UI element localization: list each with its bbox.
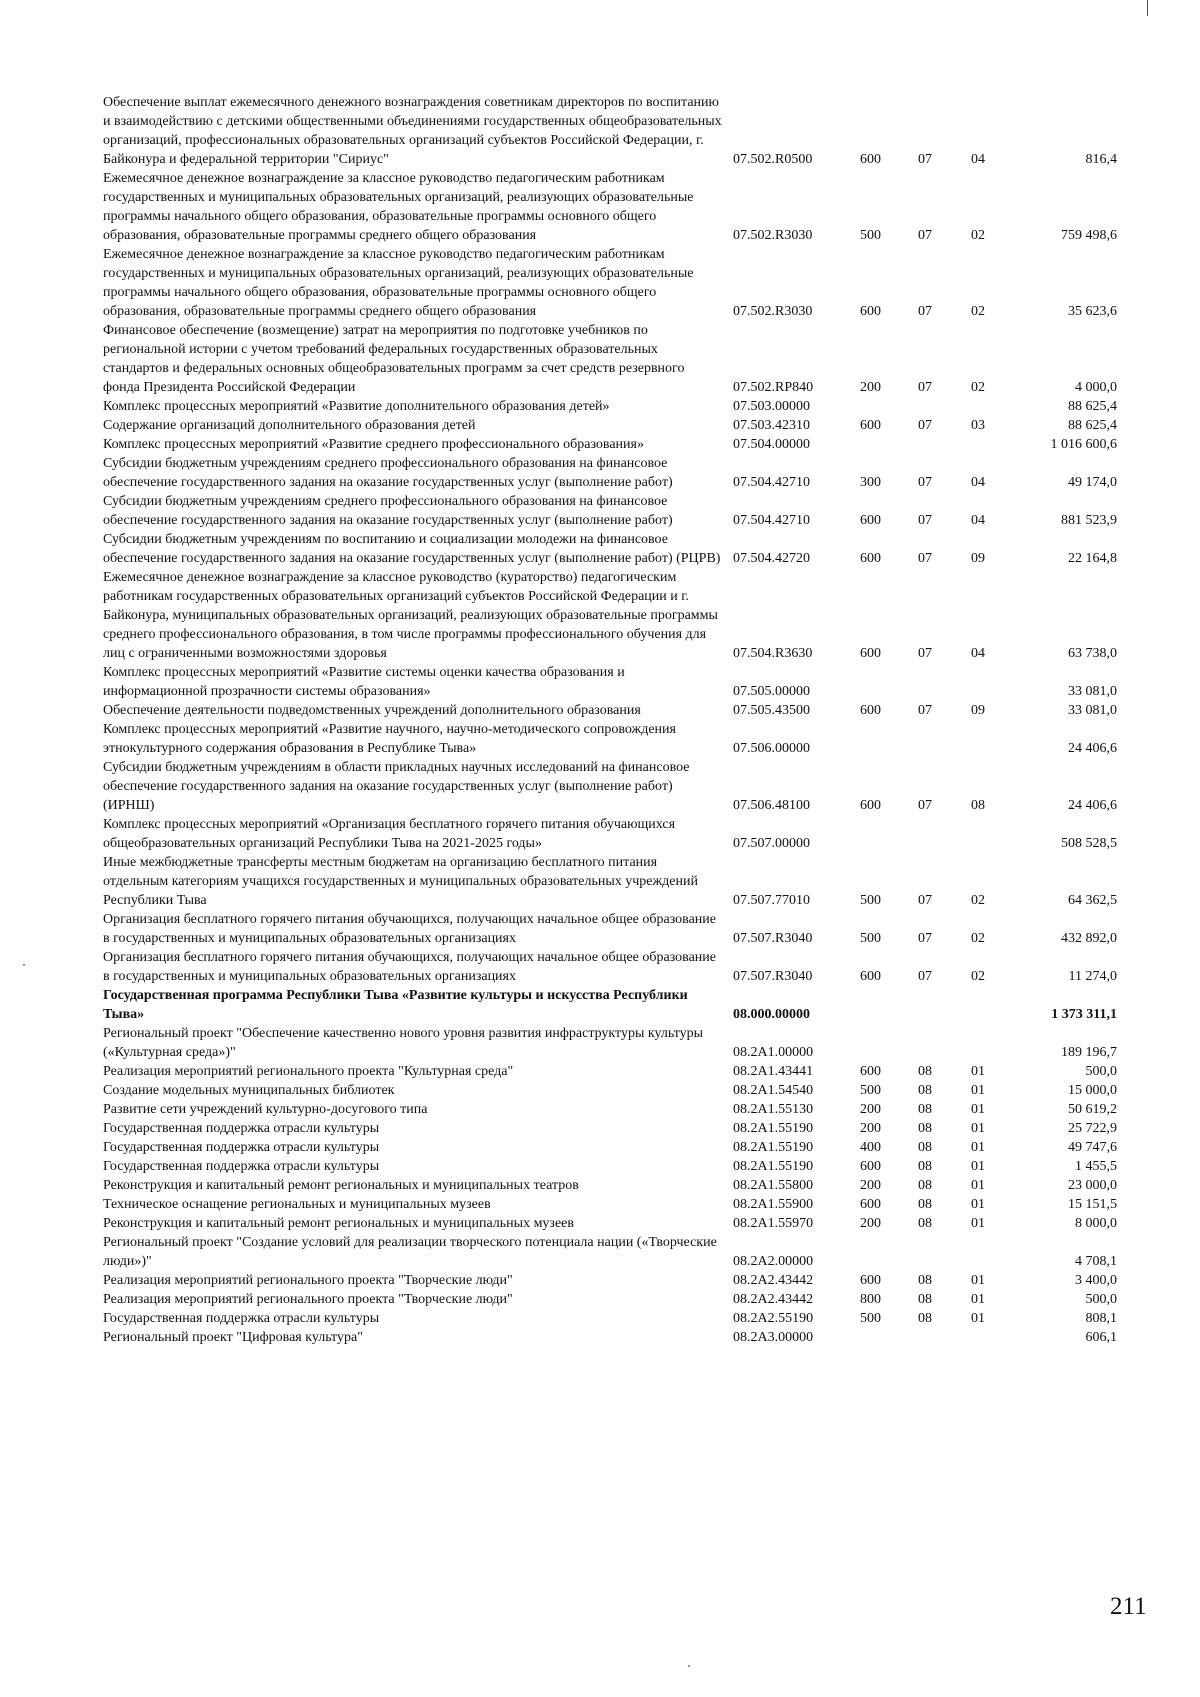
target-article-code: 07.502.R3030 <box>733 304 813 319</box>
target-article-code: 07.502.RP840 <box>733 380 814 395</box>
amount: 508 528,5 <box>1061 836 1117 851</box>
amount: 1 016 600,6 <box>1050 437 1117 452</box>
table-row <box>103 530 1117 568</box>
row-name: Субсидии бюджетным учреждениям среднего профессионального образования на финансовое обеспечение государственного задания на оказание государственных услуг (выполнение работ) <box>103 494 673 528</box>
subsection-code: 01 <box>971 1121 985 1136</box>
table-row <box>103 815 1117 853</box>
expense-type-code <box>860 1328 918 1347</box>
row-name: Региональный проект "Создание условий для реализации творческого потенциала нации («Творческие люди»)" <box>103 1235 717 1269</box>
section-code: 07 <box>918 380 932 395</box>
section-code <box>918 435 971 454</box>
row-name: Ежемесячное денежное вознаграждение за классное руководство педагогическим работникам государственных и муниципальных образовательных организаций, реализующих образовательные программы начального общего образования, образовательные программы основного общего образования, образовательные программы среднего общего образования <box>103 171 694 243</box>
amount: 4 708,1 <box>1075 1254 1117 1269</box>
table-row <box>103 568 1117 663</box>
amount: 15 000,0 <box>1068 1083 1117 1098</box>
target-article-code: 08.2A3.00000 <box>733 1330 814 1345</box>
subsection-code: 09 <box>971 551 985 566</box>
expense-type-code: 600 <box>860 152 881 167</box>
subsection-code: 02 <box>971 931 985 946</box>
section-code: 07 <box>918 152 932 167</box>
table-row <box>103 986 1117 1024</box>
subsection-code: 02 <box>971 893 985 908</box>
amount: 49 174,0 <box>1068 475 1117 490</box>
row-name: Ежемесячное денежное вознаграждение за классное руководство (кураторство) педагогическим работникам государственных образовательных организаций субъектов Российской Федерации и г. Байконура, муниципальных образовательных организаций, реализующих образовательные программы среднего профессионального образования, в том числе программы профессионального обучения для лиц с ограниченными возможностями здоровья <box>103 570 718 661</box>
expense-type-code: 600 <box>860 798 881 813</box>
row-name: Реконструкция и капитальный ремонт региональных и муниципальных театров <box>103 1178 579 1193</box>
subsection-code: 01 <box>971 1273 985 1288</box>
expense-type-code: 600 <box>860 551 881 566</box>
section-code: 08 <box>918 1216 932 1231</box>
target-article-code: 07.502.R3030 <box>733 228 813 243</box>
row-name: Комплекс процессных мероприятий «Развитие системы оценки качества образования и информационной прозрачности системы образования» <box>103 665 625 699</box>
table-row <box>103 416 1117 435</box>
row-name: Региональный проект "Цифровая культура" <box>103 1330 363 1345</box>
subsection-code: 01 <box>971 1178 985 1193</box>
subsection-code: 04 <box>971 152 985 167</box>
section-code: 08 <box>918 1121 932 1136</box>
expense-type-code: 600 <box>860 703 881 718</box>
expense-type-code: 600 <box>860 304 881 319</box>
amount: 189 196,7 <box>1061 1045 1117 1060</box>
section-code <box>918 397 971 416</box>
subsection-code <box>971 986 1047 1024</box>
row-name: Комплекс процессных мероприятий «Развитие научного, научно-методического сопровождения этнокультурного содержания образования в Республике Тыва» <box>103 722 676 756</box>
expense-type-code: 500 <box>860 1083 881 1098</box>
row-name: Государственная поддержка отрасли культуры <box>103 1159 380 1174</box>
section-code: 07 <box>918 228 932 243</box>
subsection-code <box>971 815 1047 853</box>
target-article-code: 07.505.43500 <box>733 703 810 718</box>
subsection-code: 01 <box>971 1292 985 1307</box>
target-article-code: 07.504.00000 <box>733 437 810 452</box>
expense-type-code: 600 <box>860 418 881 433</box>
table-row <box>103 1290 1117 1309</box>
subsection-code <box>971 435 1047 454</box>
subsection-code <box>971 1233 1047 1271</box>
subsection-code: 01 <box>971 1102 985 1117</box>
table-row <box>103 758 1117 815</box>
expense-type-code: 600 <box>860 1159 881 1174</box>
expense-type-code: 600 <box>860 1273 881 1288</box>
table-row <box>103 1309 1117 1328</box>
table-row <box>103 1024 1117 1062</box>
expense-type-code <box>860 720 918 758</box>
subsection-code <box>971 397 1047 416</box>
table-row <box>103 910 1117 948</box>
expense-type-code <box>860 1233 918 1271</box>
row-name: Техническое оснащение региональных и муниципальных музеев <box>103 1197 491 1212</box>
row-name: Государственная программа Республики Тыва «Развитие культуры и искусства Республики Тыва» <box>103 988 688 1022</box>
amount: 432 892,0 <box>1061 931 1117 946</box>
row-name: Комплекс процессных мероприятий «Развитие дополнительного образования детей» <box>103 399 610 414</box>
expense-type-code <box>860 815 918 853</box>
table-row <box>103 397 1117 416</box>
section-code: 07 <box>918 931 932 946</box>
row-name: Реконструкция и капитальный ремонт региональных и муниципальных музеев <box>103 1216 575 1231</box>
expense-type-code: 200 <box>860 1102 881 1117</box>
row-name: Иные межбюджетные трансферты местным бюджетам на организацию бесплатного питания отдельным категориям учащихся государственных и муниципальных образовательных учреждений Республики Тыва <box>103 855 698 908</box>
row-name: Субсидии бюджетным учреждениям среднего профессионального образования на финансовое обеспечение государственного задания на оказание государственных услуг (выполнение работ) <box>103 456 673 490</box>
scan-speck <box>23 964 25 966</box>
subsection-code: 09 <box>971 703 985 718</box>
subsection-code <box>971 663 1047 701</box>
amount: 816,4 <box>1085 152 1117 167</box>
section-code: 07 <box>918 304 932 319</box>
amount: 25 722,9 <box>1068 1121 1117 1136</box>
table-row <box>103 93 1117 169</box>
target-article-code: 07.507.R3040 <box>733 931 813 946</box>
subsection-code: 01 <box>971 1311 985 1326</box>
section-code: 08 <box>918 1159 932 1174</box>
amount: 33 081,0 <box>1068 684 1117 699</box>
row-name: Государственная поддержка отрасли культуры <box>103 1121 380 1136</box>
table-row <box>103 1081 1117 1100</box>
amount: 22 164,8 <box>1068 551 1117 566</box>
target-article-code: 08.2A1.55190 <box>733 1159 814 1174</box>
subsection-code: 04 <box>971 646 985 661</box>
section-code: 07 <box>918 551 932 566</box>
target-article-code: 08.000.00000 <box>733 1007 810 1022</box>
table-row <box>103 435 1117 454</box>
amount: 23 000,0 <box>1068 1178 1117 1193</box>
target-article-code: 08.2A1.55130 <box>733 1102 814 1117</box>
row-name: Субсидии бюджетным учреждениям по воспитанию и социализации молодежи на финансовое обеспечение государственного задания на оказание государственных услуг (выполнение работ) (РЦРВ) <box>103 532 721 566</box>
target-article-code: 08.2A1.43441 <box>733 1064 814 1079</box>
target-article-code: 08.2A1.55900 <box>733 1197 814 1212</box>
table-row <box>103 1328 1117 1347</box>
table-row <box>103 720 1117 758</box>
row-name: Комплекс процессных мероприятий «Развитие среднего профессионального образования» <box>103 437 644 452</box>
scan-edge-mark <box>1147 0 1148 16</box>
section-code: 08 <box>918 1292 932 1307</box>
table-row <box>103 1214 1117 1233</box>
target-article-code: 07.502.R0500 <box>733 152 813 167</box>
subsection-code: 02 <box>971 380 985 395</box>
subsection-code <box>971 1328 1047 1347</box>
subsection-code: 02 <box>971 969 985 984</box>
target-article-code: 08.2A1.00000 <box>733 1045 814 1060</box>
target-article-code: 08.2A2.43442 <box>733 1273 814 1288</box>
row-name: Реализация мероприятий регионального проекта "Творческие люди" <box>103 1273 513 1288</box>
target-article-code: 07.504.R3630 <box>733 646 813 661</box>
subsection-code <box>971 720 1047 758</box>
expense-type-code: 200 <box>860 1216 881 1231</box>
amount: 881 523,9 <box>1061 513 1117 528</box>
amount: 8 000,0 <box>1075 1216 1117 1231</box>
amount: 500,0 <box>1085 1064 1117 1079</box>
scan-speck <box>688 1665 690 1667</box>
target-article-code: 08.2A2.00000 <box>733 1254 814 1269</box>
expense-type-code: 200 <box>860 1121 881 1136</box>
expense-type-code: 200 <box>860 1178 881 1193</box>
target-article-code: 07.506.00000 <box>733 741 810 756</box>
expense-type-code: 600 <box>860 646 881 661</box>
target-article-code: 08.2A2.55190 <box>733 1311 814 1326</box>
section-code: 07 <box>918 798 932 813</box>
amount: 35 623,6 <box>1068 304 1117 319</box>
table-row <box>103 245 1117 321</box>
target-article-code: 07.503.42310 <box>733 418 810 433</box>
amount: 24 406,6 <box>1068 741 1117 756</box>
amount: 759 498,6 <box>1061 228 1117 243</box>
table-row <box>103 1157 1117 1176</box>
expense-type-code <box>860 397 918 416</box>
expense-type-code: 500 <box>860 893 881 908</box>
page-number: 211 <box>1110 1593 1147 1620</box>
subsection-code: 01 <box>971 1064 985 1079</box>
amount: 88 625,4 <box>1068 418 1117 433</box>
table-row <box>103 1195 1117 1214</box>
amount: 4 000,0 <box>1075 380 1117 395</box>
section-code <box>918 1024 971 1062</box>
target-article-code: 08.2A1.55970 <box>733 1216 814 1231</box>
table-row <box>103 853 1117 910</box>
subsection-code <box>971 1024 1047 1062</box>
amount: 1 455,5 <box>1075 1159 1117 1174</box>
amount: 63 738,0 <box>1068 646 1117 661</box>
expense-type-code: 600 <box>860 1064 881 1079</box>
row-name: Региональный проект "Обеспечение качественно нового уровня развития инфраструктуры культуры («Культурная среда»)" <box>103 1026 704 1060</box>
target-article-code: 07.503.00000 <box>733 399 810 414</box>
table-row <box>103 321 1117 397</box>
expense-type-code: 500 <box>860 931 881 946</box>
target-article-code: 08.2A1.55190 <box>733 1121 814 1136</box>
target-article-code: 07.507.R3040 <box>733 969 813 984</box>
section-code: 08 <box>918 1102 932 1117</box>
subsection-code: 01 <box>971 1216 985 1231</box>
subsection-code: 01 <box>971 1140 985 1155</box>
section-code <box>918 1328 971 1347</box>
subsection-code: 02 <box>971 228 985 243</box>
table-row <box>103 1176 1117 1195</box>
row-name: Организация бесплатного горячего питания обучающихся, получающих начальное общее образование в государственных и муниципальных образовательных организациях <box>103 950 716 984</box>
row-name: Реализация мероприятий регионального проекта "Культурная среда" <box>103 1064 514 1079</box>
amount: 606,1 <box>1085 1330 1117 1345</box>
section-code: 07 <box>918 969 932 984</box>
subsection-code: 02 <box>971 304 985 319</box>
table-row <box>103 1138 1117 1157</box>
target-article-code: 07.504.42710 <box>733 475 810 490</box>
row-name: Комплекс процессных мероприятий «Организация бесплатного горячего питания обучающихся общеобразовательных организаций Республики Тыва на 2021-2025 годы» <box>103 817 676 851</box>
section-code: 08 <box>918 1178 932 1193</box>
row-name: Реализация мероприятий регионального проекта "Творческие люди" <box>103 1292 513 1307</box>
section-code <box>918 815 971 853</box>
target-article-code: 07.507.00000 <box>733 836 810 851</box>
section-code: 07 <box>918 475 932 490</box>
row-name: Организация бесплатного горячего питания обучающихся, получающих начальное общее образование в государственных и муниципальных образовательных организациях <box>103 912 716 946</box>
table-row <box>103 663 1117 701</box>
table-row <box>103 492 1117 530</box>
section-code <box>918 720 971 758</box>
amount: 50 619,2 <box>1068 1102 1117 1117</box>
section-code: 08 <box>918 1311 932 1326</box>
expense-type-code: 200 <box>860 380 881 395</box>
row-name: Содержание организаций дополнительного образования детей <box>103 418 476 433</box>
row-name: Обеспечение деятельности подведомственных учреждений дополнительного образования <box>103 703 641 718</box>
amount: 33 081,0 <box>1068 703 1117 718</box>
expense-type-code: 600 <box>860 969 881 984</box>
target-article-code: 07.504.42720 <box>733 551 810 566</box>
expense-type-code: 500 <box>860 228 881 243</box>
amount: 88 625,4 <box>1068 399 1117 414</box>
subsection-code: 01 <box>971 1083 985 1098</box>
expense-type-code <box>860 435 918 454</box>
table-row <box>103 948 1117 986</box>
amount: 808,1 <box>1085 1311 1117 1326</box>
row-name: Создание модельных муниципальных библиотек <box>103 1083 395 1098</box>
target-article-code: 07.507.77010 <box>733 893 810 908</box>
section-code: 08 <box>918 1083 932 1098</box>
row-name: Ежемесячное денежное вознаграждение за классное руководство педагогическим работникам государственных и муниципальных образовательных организаций, реализующих образовательные программы начального общего образования, образовательные программы основного общего образования, образовательные программы среднего общего образования <box>103 247 694 319</box>
budget-allocation-table <box>103 93 1117 1347</box>
target-article-code: 08.2A2.43442 <box>733 1292 814 1307</box>
target-article-code: 07.505.00000 <box>733 684 810 699</box>
table-row <box>103 1100 1117 1119</box>
section-code: 07 <box>918 418 932 433</box>
table-body <box>103 93 1117 1347</box>
row-name: Субсидии бюджетным учреждениям в области прикладных научных исследований на финансовое обеспечение государственного задания на оказание государственных услуг (выполнение работ) (ИРНШ) <box>103 760 690 813</box>
amount: 15 151,5 <box>1068 1197 1117 1212</box>
expense-type-code: 600 <box>860 1197 881 1212</box>
expense-type-code: 800 <box>860 1292 881 1307</box>
section-code: 08 <box>918 1197 932 1212</box>
amount: 24 406,6 <box>1068 798 1117 813</box>
target-article-code: 08.2A1.55190 <box>733 1140 814 1155</box>
target-article-code: 07.506.48100 <box>733 798 810 813</box>
amount: 49 747,6 <box>1068 1140 1117 1155</box>
amount: 64 362,5 <box>1068 893 1117 908</box>
table-row <box>103 701 1117 720</box>
table-row <box>103 454 1117 492</box>
amount: 11 274,0 <box>1068 969 1117 984</box>
subsection-code: 04 <box>971 513 985 528</box>
amount: 1 373 311,1 <box>1051 1007 1117 1022</box>
target-article-code: 08.2A1.55800 <box>733 1178 814 1193</box>
expense-type-code <box>860 986 918 1024</box>
target-article-code: 08.2A1.54540 <box>733 1083 814 1098</box>
section-code <box>918 986 971 1024</box>
target-article-code: 07.504.42710 <box>733 513 810 528</box>
table-row <box>103 1233 1117 1271</box>
subsection-code: 03 <box>971 418 985 433</box>
section-code: 08 <box>918 1273 932 1288</box>
row-name: Государственная поддержка отрасли культуры <box>103 1311 380 1326</box>
section-code <box>918 663 971 701</box>
expense-type-code: 500 <box>860 1311 881 1326</box>
amount: 500,0 <box>1085 1292 1117 1307</box>
expense-type-code: 300 <box>860 475 881 490</box>
table-row <box>103 1062 1117 1081</box>
row-name: Финансовое обеспечение (возмещение) затрат на мероприятия по подготовке учебников по региональной истории с учетом требований федеральных государственных образовательных стандартов и федеральных основных общеобразовательных программ за счет средств резервного фонда Президента Российской Федерации <box>103 323 685 395</box>
section-code <box>918 1233 971 1271</box>
subsection-code: 04 <box>971 475 985 490</box>
section-code: 07 <box>918 646 932 661</box>
section-code: 07 <box>918 703 932 718</box>
section-code: 08 <box>918 1064 932 1079</box>
subsection-code: 08 <box>971 798 985 813</box>
subsection-code: 01 <box>971 1159 985 1174</box>
row-name: Развитие сети учреждений культурно-досугового типа <box>103 1102 428 1117</box>
section-code: 07 <box>918 513 932 528</box>
section-code: 08 <box>918 1140 932 1155</box>
subsection-code: 01 <box>971 1197 985 1212</box>
table-row <box>103 1271 1117 1290</box>
expense-type-code: 400 <box>860 1140 881 1155</box>
amount: 3 400,0 <box>1075 1273 1117 1288</box>
section-code: 07 <box>918 893 932 908</box>
expense-type-code <box>860 1024 918 1062</box>
expense-type-code: 600 <box>860 513 881 528</box>
table-row <box>103 169 1117 245</box>
expense-type-code <box>860 663 918 701</box>
row-name: Государственная поддержка отрасли культуры <box>103 1140 380 1155</box>
table-row <box>103 1119 1117 1138</box>
row-name: Обеспечение выплат ежемесячного денежного вознаграждения советникам директоров по воспитанию и взаимодействию с детскими общественными объединениями государственных общеобразовательных организаций, профессиональных образовательных организаций субъектов Российской Федерации, г. Байконура и федеральной территории "Сириус" <box>103 95 722 167</box>
